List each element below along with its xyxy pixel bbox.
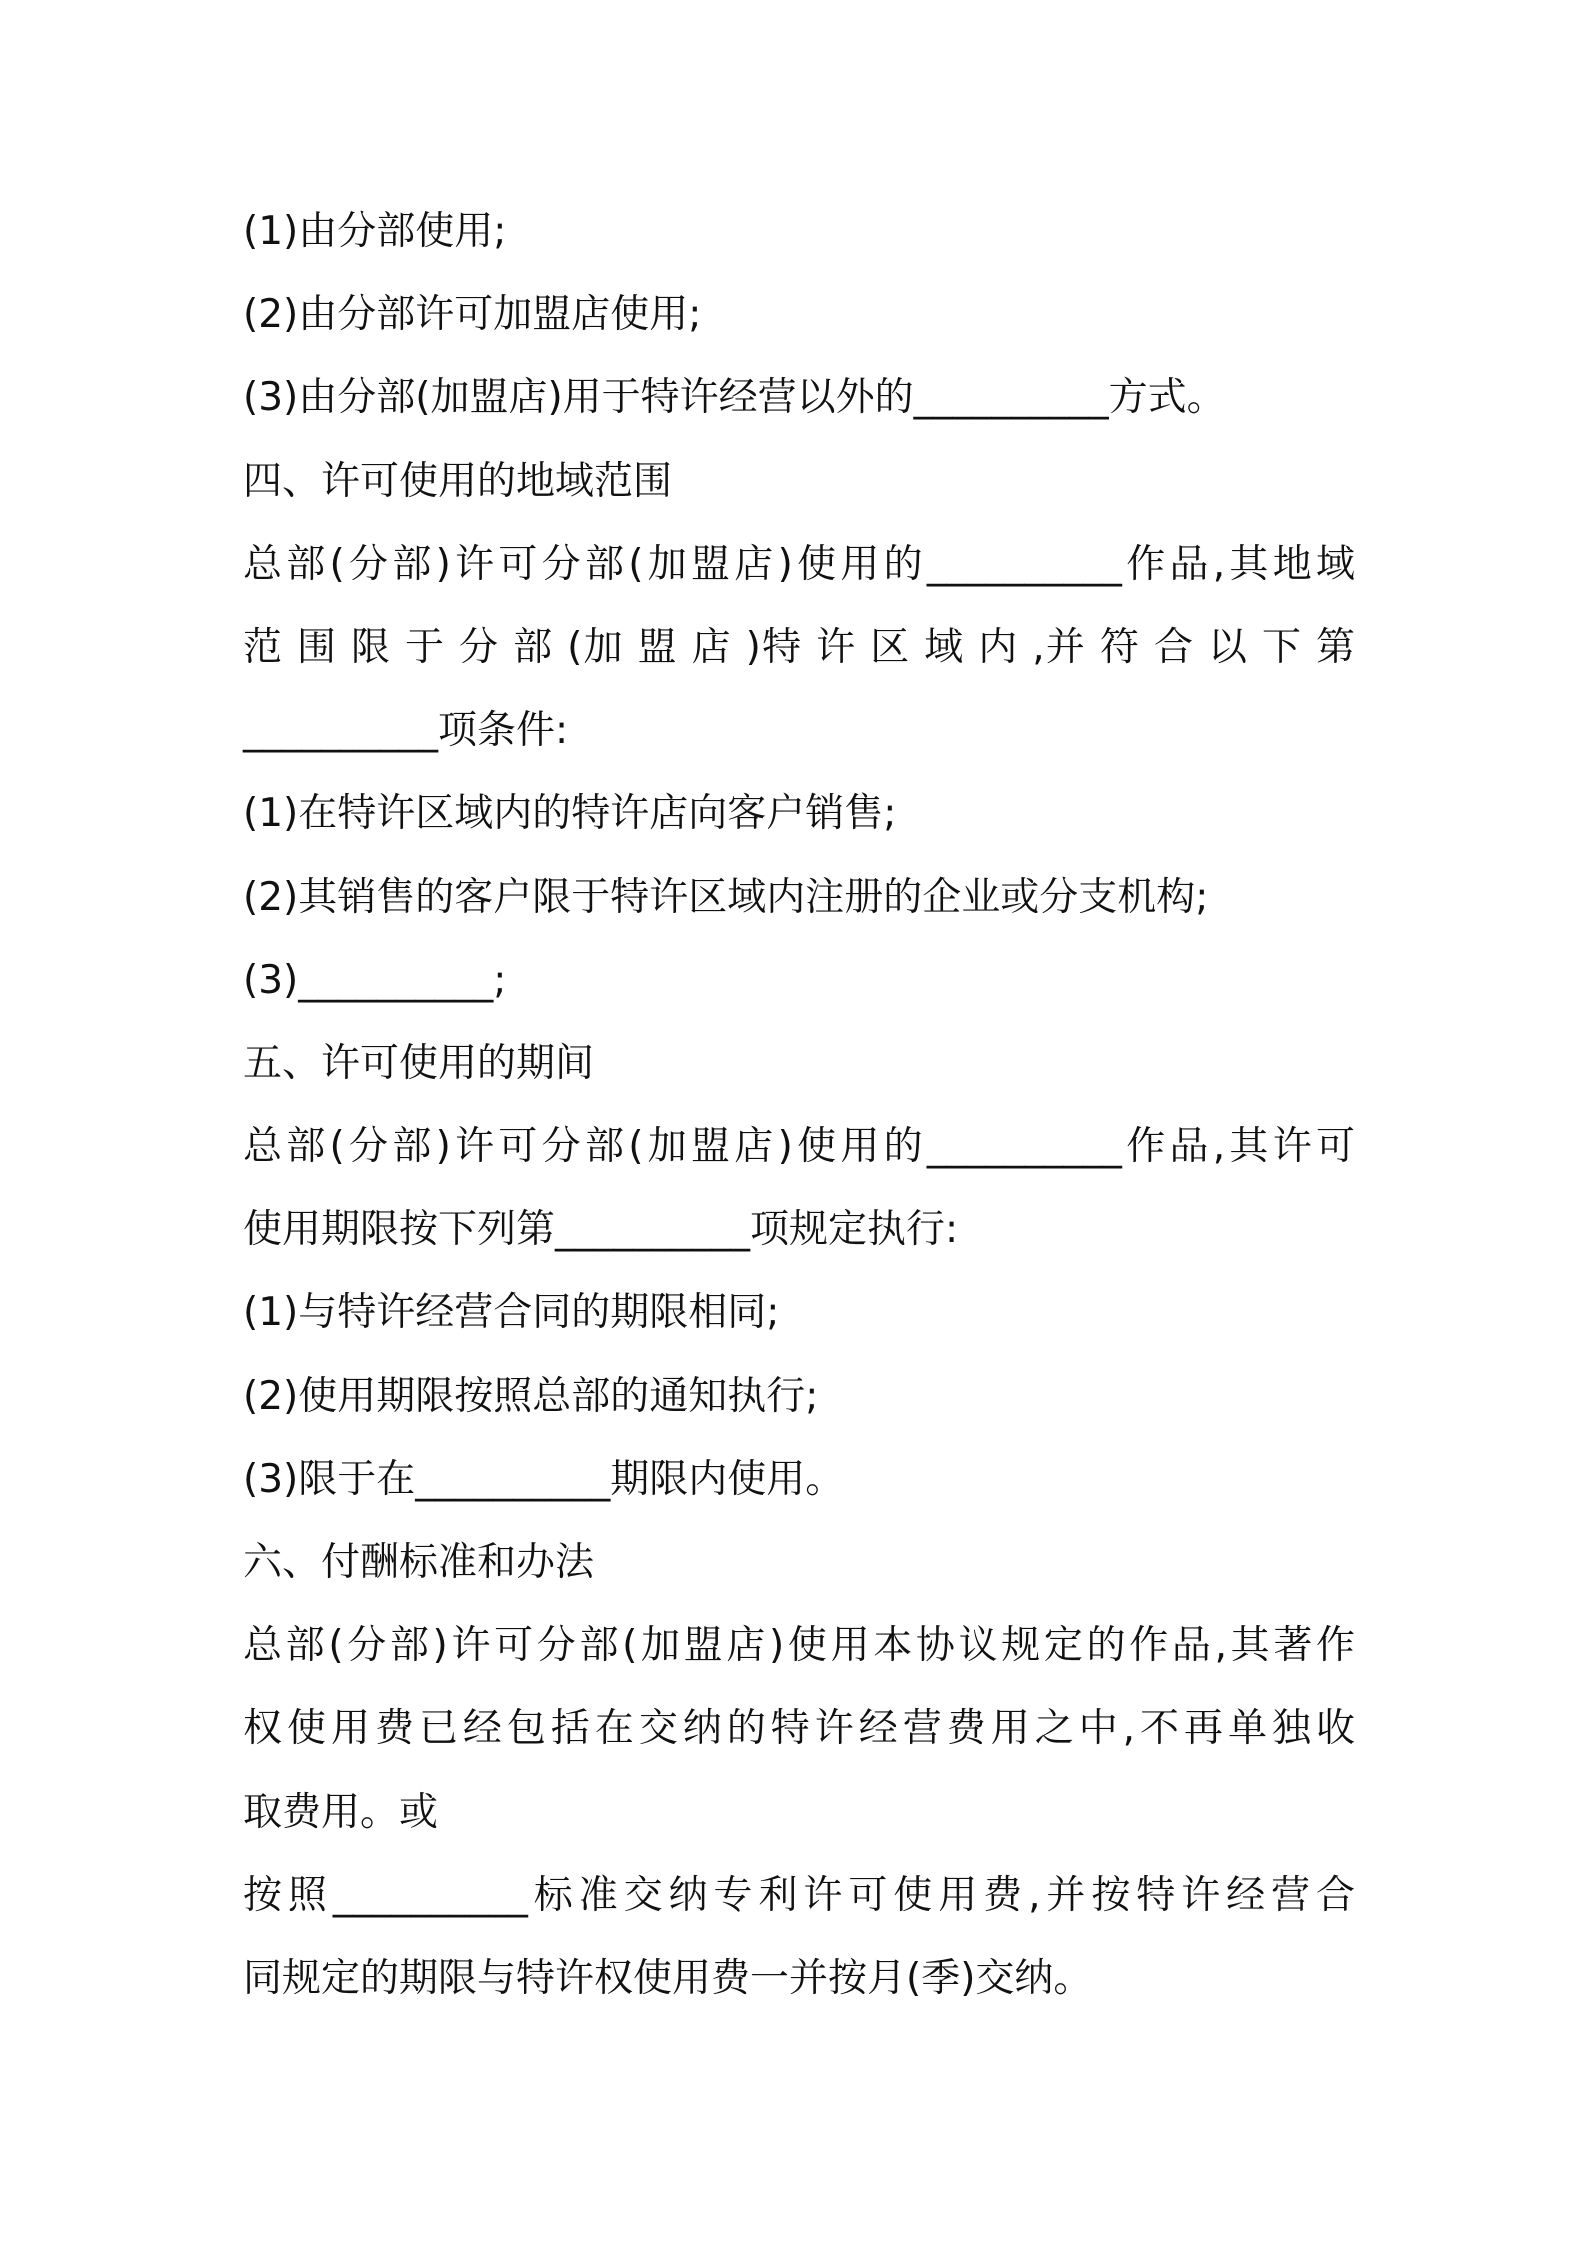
list-item: (1)在特许区域内的特许店向客户销售; (243, 791, 897, 837)
paragraph-line: __________项条件: (243, 708, 569, 754)
paragraph-line: 范 围 限 于 分 部 (加 盟 店 )特 许 区 域 内 ,并 符 合 以 下 第 (243, 624, 1355, 670)
list-item: (2)使用期限按照总部的通知执行; (243, 1373, 819, 1419)
section-heading: 六、付酬标准和办法 (243, 1540, 595, 1585)
section-heading: 四、许可使用的地域范围 (243, 458, 673, 504)
paragraph-line: 取费用。或 (243, 1789, 439, 1835)
paragraph-line: 按照__________标准交纳专利许可使用费,并按特许经营合 (243, 1872, 1355, 1918)
paragraph-line: 权使用费已经包括在交纳的特许经营费用之中,不再单独收 (243, 1706, 1355, 1752)
list-item: (3)__________; (243, 957, 507, 1003)
list-item: (3)限于在__________期限内使用。 (243, 1456, 845, 1502)
paragraph-line: 同规定的期限与特许权使用费一并按月(季)交纳。 (243, 1955, 1093, 2001)
paragraph-line: 总部(分部)许可分部(加盟店)使用的__________作品,其许可 (243, 1124, 1355, 1170)
paragraph-line: 使用期限按下列第__________项规定执行: (243, 1207, 959, 1253)
list-item: (2)其销售的客户限于特许区域内注册的企业或分支机构; (243, 874, 1209, 920)
list-item: (1)由分部使用; (243, 209, 507, 254)
list-item: (3)由分部(加盟店)用于特许经营以外的__________方式。 (243, 375, 1226, 421)
document-body (243, 190, 1355, 2020)
paragraph-line: 总部(分部)许可分部(加盟店)使用的__________作品,其地域 (243, 541, 1355, 587)
section-heading: 五、许可使用的期间 (243, 1040, 595, 1086)
paragraph-line: 总部(分部)许可分部(加盟店)使用本协议规定的作品,其著作 (243, 1623, 1355, 1669)
list-item: (1)与特许经营合同的期限相同; (243, 1290, 780, 1336)
list-item: (2)由分部许可加盟店使用; (243, 292, 702, 338)
